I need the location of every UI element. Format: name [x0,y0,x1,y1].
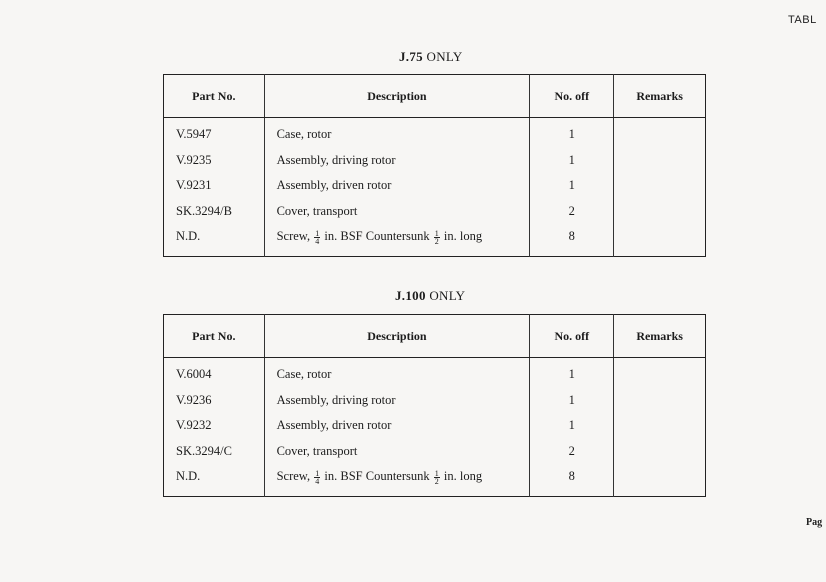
table-header-row [164,75,706,118]
corner-tab-label: TABL [788,14,817,26]
cell-part-no: V.6004 [164,358,265,388]
cell-no-off: 8 [530,224,614,256]
desc-text-middle: in. BSF Countersunk [324,228,430,243]
desc-text-end: in. long [443,468,483,483]
cell-remarks [614,439,706,465]
cell-part-no: V.9232 [164,413,265,439]
header-part-no: Part No. [164,315,265,358]
header-description: Description [264,75,530,118]
cell-description: Cover, transport [264,199,530,225]
fraction-quarter [314,230,320,245]
fraction-denominator: 4 [315,476,320,486]
cell-no-off: 1 [530,413,614,439]
fraction-denominator: 2 [434,236,439,246]
header-no-off: No. off [530,315,614,358]
cell-remarks [614,199,706,225]
cell-description: Case, rotor [264,118,530,148]
fraction-numerator: 1 [434,228,439,238]
table-row [164,464,706,496]
cell-part-no: V.9235 [164,148,265,174]
fraction-numerator: 1 [315,228,320,238]
cell-remarks [614,118,706,148]
cell-no-off: 2 [530,199,614,225]
cell-remarks [614,224,706,256]
table-row [164,173,706,199]
cell-part-no: SK.3294/C [164,439,265,465]
section-title-j75 [399,49,463,65]
parts-table-j100 [163,314,706,497]
cell-no-off: 1 [530,358,614,388]
header-description: Description [264,315,530,358]
cell-part-no: SK.3294/B [164,199,265,225]
fraction-numerator: 1 [434,468,439,478]
cell-description: Cover, transport [264,439,530,465]
cell-description: Assembly, driven rotor [264,413,530,439]
header-no-off: No. off [530,75,614,118]
table-row [164,439,706,465]
section-title-word: ONLY [429,288,466,303]
table-header-row [164,315,706,358]
cell-remarks [614,413,706,439]
cell-description [264,464,530,496]
desc-text-start: Screw, [276,228,311,243]
cell-description: Assembly, driving rotor [264,388,530,414]
table-row [164,358,706,388]
fraction-half [434,230,440,245]
cell-description: Case, rotor [264,358,530,388]
table-row [164,388,706,414]
section-title-code: J.100 [395,288,426,303]
cell-description [264,224,530,256]
cell-no-off: 1 [530,148,614,174]
corner-page-label: Pag [806,517,823,528]
table-row [164,118,706,148]
cell-remarks [614,148,706,174]
fraction-half [434,470,440,485]
fraction-numerator: 1 [315,468,320,478]
cell-part-no: V.5947 [164,118,265,148]
fraction-denominator: 2 [434,476,439,486]
section-title-j100 [395,288,465,304]
cell-part-no: N.D. [164,224,265,256]
header-remarks: Remarks [614,315,706,358]
table-row [164,224,706,256]
desc-text-start: Screw, [276,468,311,483]
cell-no-off: 1 [530,118,614,148]
fraction-quarter [314,470,320,485]
table-row [164,148,706,174]
table-row [164,199,706,225]
header-remarks: Remarks [614,75,706,118]
section-title-word: ONLY [426,49,463,64]
cell-part-no: N.D. [164,464,265,496]
cell-remarks [614,173,706,199]
cell-no-off: 1 [530,388,614,414]
cell-no-off: 2 [530,439,614,465]
parts-table-j75 [163,74,706,257]
fraction-denominator: 4 [315,236,320,246]
cell-no-off: 1 [530,173,614,199]
cell-no-off: 8 [530,464,614,496]
cell-part-no: V.9231 [164,173,265,199]
cell-remarks [614,464,706,496]
cell-description: Assembly, driving rotor [264,148,530,174]
cell-part-no: V.9236 [164,388,265,414]
table-row [164,413,706,439]
cell-remarks [614,388,706,414]
cell-description: Assembly, driven rotor [264,173,530,199]
cell-remarks [614,358,706,388]
section-title-code: J.75 [399,49,423,64]
desc-text-end: in. long [443,228,483,243]
header-part-no: Part No. [164,75,265,118]
desc-text-middle: in. BSF Countersunk [324,468,430,483]
